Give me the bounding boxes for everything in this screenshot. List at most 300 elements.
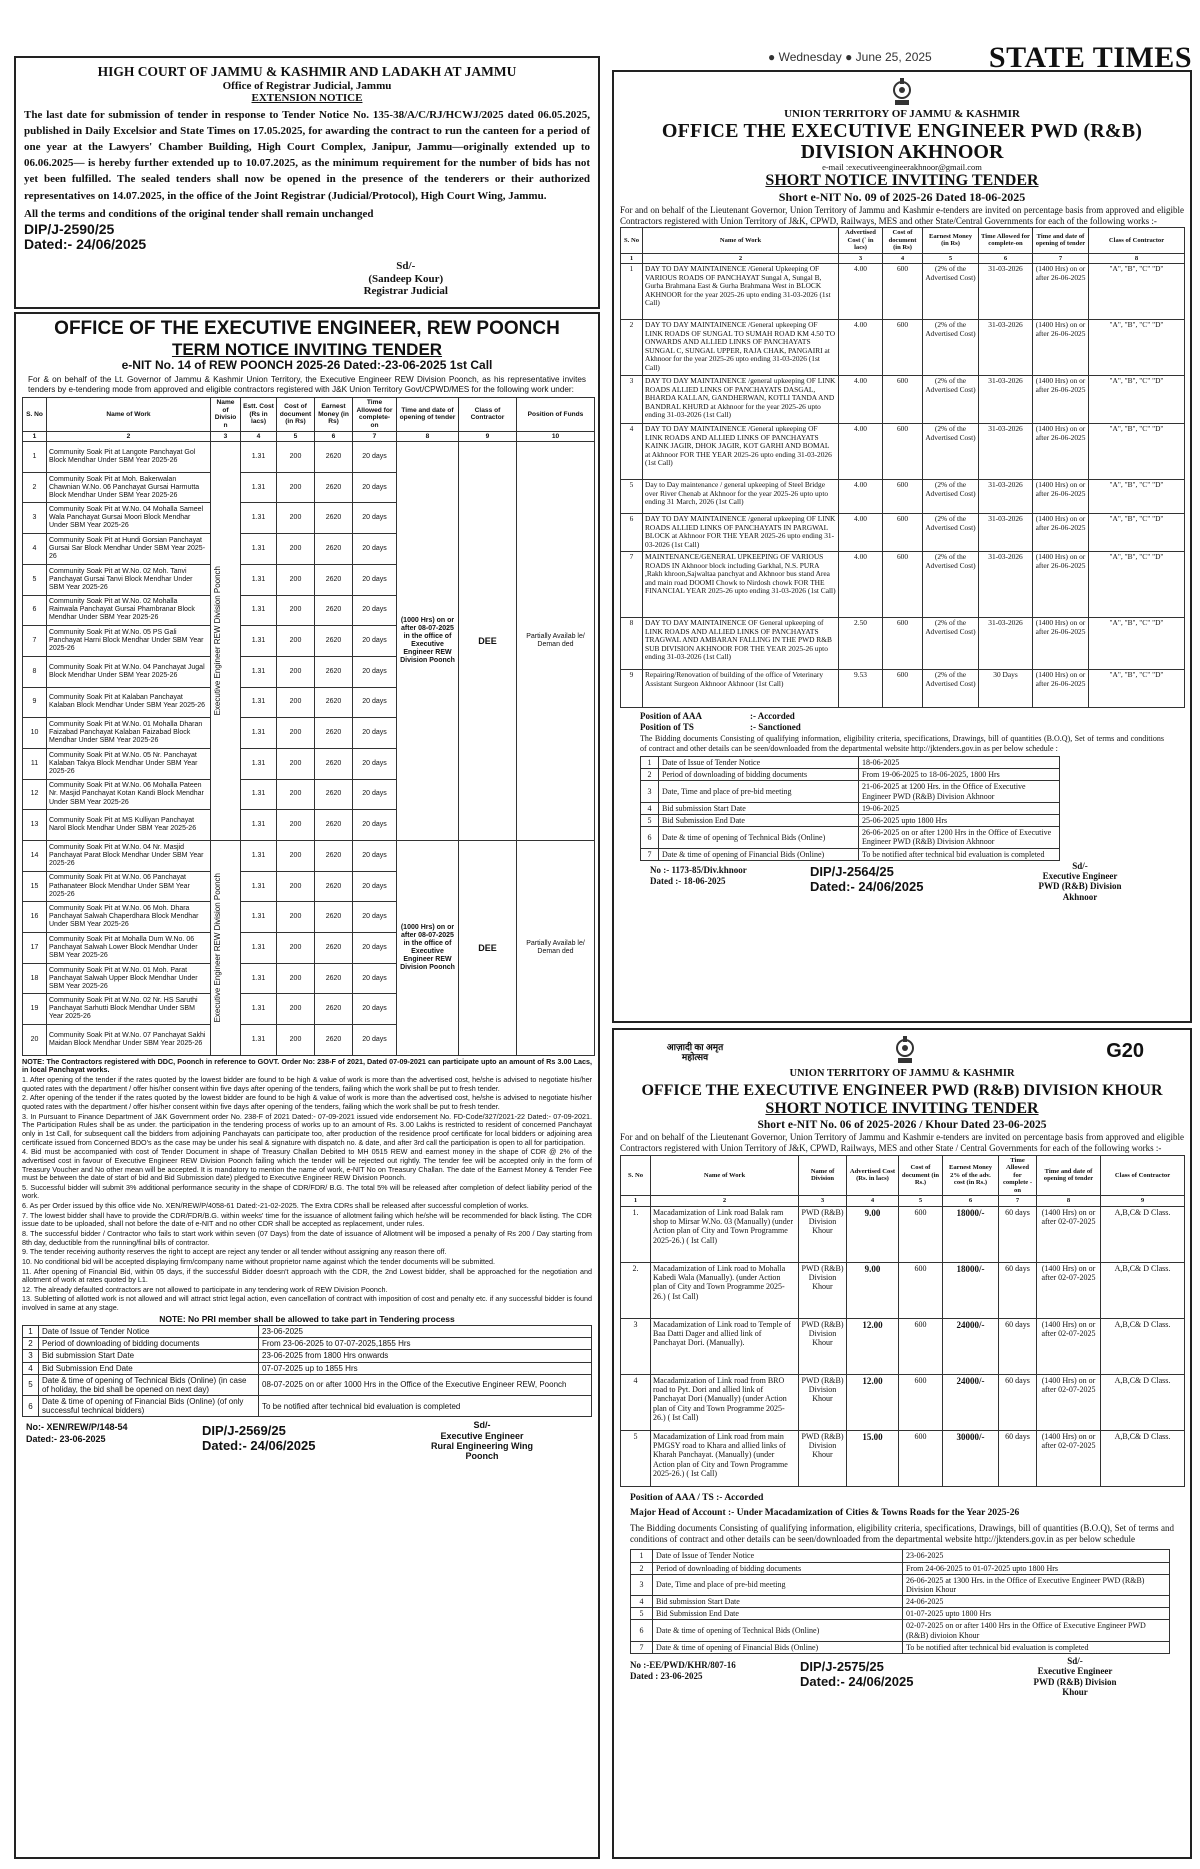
rew-work-name: Community Soak Pit at W.No. 02 Moh. Tanvi Panchayat Gursai Tanvi Block Mendhar Under SBM Year 2025-26	[47, 564, 211, 595]
khour-column-number: 2	[651, 1196, 799, 1207]
akhnoor-work-name: DAY TO DAY MAINTAINENCE OF General upkeeping of LINK ROADS AND ALLIED LINKS OF PANCHAYATS TRAGWAL AND AMBARAN FALLING IN THE PWD R&B SUB DIVISION AKHNOOR FOR THE YEAR 2025-26 upto ending 31-03-2026 (1st Call)	[643, 618, 839, 670]
rew-doc-cost: 200	[277, 810, 315, 841]
rew-time: 20 days	[353, 779, 397, 810]
khour-opening: (1400 Hrs) on or after 02-07-2025	[1037, 1430, 1101, 1486]
akhnoor-column-header: Cost of document (in Rs)	[883, 228, 923, 254]
khour-opening: (1400 Hrs) on or after 02-07-2025	[1037, 1374, 1101, 1430]
hc-body: The last date for submission of tender in response to Tender Notice No. 135-38/A/C/RJ/HCWJ/2025 dated 06.05.2025, published in Daily Excelsior and State Times on 17.05.2025, for awarding the contract to run the canteen for a period of one year at the Lawyers' Chamber Building, High Court Complex, Janipur, Jammu—originally extended up to 06.06.2025— is hereby further extended up to 10.07.2025, as the minimum requirement for the number of bids has not yet been fulfilled. The sealed tenders shall now be opened in the presence of the tenderers or their authorized representatives on 14.07.2025, in the office of the Joint Registrar (Judicial/Protocol), High Court Wing, Jammu.	[24, 108, 590, 202]
rew-schedule-table	[22, 1325, 592, 1418]
rew-time: 20 days	[353, 994, 397, 1025]
rew-earnest: 2620	[315, 841, 353, 872]
rew-opening: (1000 Hrs) on or after 08-07-2025 in the office of Executive Engineer REW Division Poonch	[397, 841, 459, 1056]
khour-time: 60 days	[999, 1318, 1037, 1374]
akhnoor-class: "A", "B", "C" "D"	[1089, 552, 1185, 618]
khour-schedule-no: 2	[631, 1562, 653, 1574]
akhnoor-nit: Short e-NIT No. 09 of 2025-26 Dated 18-06-2025	[778, 189, 1026, 204]
rew-sign1: Executive Engineer	[440, 1430, 524, 1441]
akhnoor-doc-cost: 600	[883, 670, 923, 708]
rew-note-title: NOTE:	[22, 1056, 45, 1066]
table-row	[23, 1362, 592, 1374]
rew-schedule-no: 5	[23, 1374, 39, 1395]
akhnoor-opening: (1400 Hrs) on or after 26-06-2025	[1033, 618, 1089, 670]
akhnoor-sign2: PWD (R&B) Division	[1038, 881, 1122, 892]
rew-column-number: 1	[23, 431, 47, 442]
khour-column-header: Advertised Cost (Rs. in lacs)	[847, 1155, 899, 1196]
rew-dip: DIP/J-2569/25	[202, 1423, 286, 1439]
rew-work-name: Community Soak Pit at W.No. 04 Panchayat Jugal Block Mendhar Under SBM Year 2025-26	[47, 656, 211, 687]
rew-earnest: 2620	[315, 1025, 353, 1056]
akhnoor-schedule-label: Bid submission Start Date	[659, 802, 859, 814]
rew-work-name: Community Soak Pit at W.No. 06 Moh. Dhara Panchayat Salwah Chaperdhara Block Mendhar Under SBM Year 2025-26	[47, 902, 211, 933]
rew-works-table	[22, 397, 595, 1056]
rew-note-item: 13. Subletting of allotted work is not allowed and will attract strict legal action, even cancellation of contract with imposition of cost and penalty etc. if any successful bidder is found involved in same at any stage.	[22, 1294, 592, 1313]
akhnoor-earnest: (2% of the Advertised Cost)	[923, 424, 979, 480]
akhnoor-cost: 4.00	[839, 424, 883, 480]
akhnoor-ts-label: Position of TS	[640, 721, 694, 732]
khour-schedule-no: 4	[631, 1596, 653, 1608]
rew-column-header: Name of Work	[47, 398, 211, 431]
akhnoor-opening: (1400 Hrs) on or after 26-06-2025	[1033, 376, 1089, 424]
rew-column-header: S. No	[23, 398, 47, 431]
rew-sno: 16	[23, 902, 47, 933]
table-row	[641, 827, 1060, 848]
table-row	[23, 442, 595, 473]
rew-schedule-label: Bid submission Start Date	[39, 1350, 259, 1362]
akhnoor-column-number: 4	[883, 253, 923, 264]
rew-note-item: 1. After opening of the tender if the rates quoted by the lowest bidder are found to be high & value of work is more than the advertised cost, he/she is advised to negotiate his/her quoted rates with the department / offer his/her consent within five days after opening of the tenders, failing which the work shall be put to fresh tender.	[22, 1075, 592, 1093]
akhnoor-time: 30 Days	[979, 670, 1033, 708]
pwd-khour-tender	[612, 1028, 1192, 1859]
rew-earnest: 2620	[315, 503, 353, 534]
hc-signature	[364, 260, 448, 298]
table-row	[621, 480, 1185, 514]
khour-column-number: 7	[999, 1196, 1037, 1207]
akhnoor-dip-dated: Dated:- 24/06/2025	[810, 878, 924, 894]
akhnoor-schedule-no: 3	[641, 781, 659, 802]
rew-earnest: 2620	[315, 687, 353, 718]
rew-cost: 1.31	[241, 564, 277, 595]
rew-funds: Partially Availab le/ Deman ded	[517, 442, 595, 841]
akhnoor-column-header: Earnest Money (in Rs)	[923, 228, 979, 254]
akhnoor-intro: For and on behalf of the Lieutenant Governor, Union Territory of Jammu and Kashmir e-tenders are invited on percentage basis from approved and eligible Contractors registered with Union Territory of J&K, CPWD, Railways, MES and other State/Central Governments for each of the following works :-	[620, 204, 1184, 226]
rew-column-number: 6	[315, 431, 353, 442]
high-court-extension-notice	[14, 56, 600, 309]
khour-schedule-label: Date & time of opening of Technical Bids (Online)	[653, 1620, 903, 1641]
rew-doc-cost: 200	[277, 994, 315, 1025]
table-row	[621, 1374, 1185, 1430]
rew-column-header: Position of Funds	[517, 398, 595, 431]
khour-sno: 4	[621, 1374, 651, 1430]
rew-cost: 1.31	[241, 656, 277, 687]
khour-class: A,B,C& D Class.	[1101, 1318, 1185, 1374]
masthead	[600, 41, 1192, 74]
akhnoor-schedule-no: 1	[641, 757, 659, 769]
khour-column-number: 9	[1101, 1196, 1185, 1207]
akhnoor-schedule-no: 7	[641, 848, 659, 860]
akhnoor-sno: 5	[621, 480, 643, 514]
rew-division-text: Executive Engineer REW Division Poonch	[213, 873, 222, 1023]
akhnoor-earnest: (2% of the Advertised Cost)	[923, 514, 979, 552]
rew-work-name: Community Soak Pit at Hundi Gorsian Panchayat Gursai Sar Block Mendhar Under SBM Year 2025-26	[47, 534, 211, 565]
akhnoor-schedule-no: 4	[641, 802, 659, 814]
rew-division-cell	[211, 841, 241, 1056]
hc-last-line: All the terms and conditions of the original tender shall remain unchanged	[24, 207, 374, 220]
rew-work-name: Community Soak Pit at W.No. 07 Panchayat Sakhi Maidan Block Mendhar Under SBM Year 2025-26	[47, 1025, 211, 1056]
rew-pri-note: NOTE: No PRI member shall be allowed to take part in Tendering process	[159, 1313, 455, 1324]
khour-doc-cost: 600	[899, 1318, 943, 1374]
rew-time: 20 days	[353, 718, 397, 749]
akhnoor-work-name: DAY TO DAY MAINTAINENCE /general upkeeping OF LINK ROADS ALLIED LINKS OF PANCHAYATS DASGAL, BHARDA KALLAN, GANDHERWAN, KOTLI TANDA AND BANDRAL KHURD at Akhnoor for the year 2025-26 upto ending 31-03-2026 (1st Call)	[643, 376, 839, 424]
khour-doc-cost: 600	[899, 1262, 943, 1318]
khour-sign1: Executive Engineer	[1037, 1666, 1113, 1677]
issue-date: ● Wednesday ● June 25, 2025	[768, 50, 932, 64]
khour-cost: 12.00	[847, 1374, 899, 1430]
azadi-logo: आज़ादी का अमृत महोत्सव	[666, 1042, 724, 1063]
rew-doc-cost: 200	[277, 595, 315, 626]
table-row	[641, 757, 1060, 769]
rew-column-number: 2	[47, 431, 211, 442]
akhnoor-doc-cost: 600	[883, 618, 923, 670]
rew-column-header: Cost of document (in Rs)	[277, 398, 315, 431]
akhnoor-time: 31-03-2026	[979, 264, 1033, 320]
akhnoor-aaa-label: Position of AAA	[640, 711, 703, 722]
rew-sno: 15	[23, 871, 47, 902]
rew-opening: (1000 Hrs) on or after 08-07-2025 in the office of Executive Engineer REW Division Poonch	[397, 442, 459, 841]
table-row	[23, 1338, 592, 1350]
khour-schedule-value: 01-07-2025 upto 1800 Hrs	[903, 1608, 1170, 1620]
table-row	[631, 1641, 1170, 1653]
rew-note-item: 4. Bid must be accompanied with cost of Tender Document in shape of Treasury Challan Debited to MH 0515 REW and earnest money in the shape of CDR @ 2% of the advertised cost in favour of Executive Engineer REW Division Poonch failing which the tender will be rejected out rightly. The tender fee will be accepted only in the form of Treasury Voucher and No other mean will be accepted. It is mandatory to mention the name of work, e-NIT No on Treasury Challan. The date of the Earnest Money & Tender Fee must be between the date of start of bid and Bid Submission date) pledged to Executive Engineer REW Division Poonch.	[22, 1147, 592, 1183]
rew-sno: 5	[23, 564, 47, 595]
rew-earnest: 2620	[315, 994, 353, 1025]
rew-column-number: 10	[517, 431, 595, 442]
akhnoor-class: "A", "B", "C" "D"	[1089, 670, 1185, 708]
rew-work-name: Community Soak Pit at W.No. 06 Mohalla Pateen Nr. Masjid Panchayat Kotan Kandi Block Mendhar Under SBM Year 2025-26	[47, 779, 211, 810]
khour-sign2: PWD (R&B) Division	[1033, 1676, 1117, 1687]
table-row	[621, 1206, 1185, 1262]
khour-column-number: 6	[943, 1196, 999, 1207]
akhnoor-earnest: (2% of the Advertised Cost)	[923, 480, 979, 514]
rew-schedule-label: Date of Issue of Tender Notice	[39, 1325, 259, 1337]
table-row	[23, 1350, 592, 1362]
rew-earnest: 2620	[315, 779, 353, 810]
khour-schedule-label: Date of Issue of Tender Notice	[653, 1550, 903, 1562]
khour-sno: 1.	[621, 1206, 651, 1262]
akhnoor-sno: 3	[621, 376, 643, 424]
rew-note-item: 7. The lowest bidder shall have to provide the CDR/FDR/B.G. within weeks' time for the issuance of allotment failing which he/she will be recommended for black listing. The CDR issue date to be uploaded, shall not before the date of e-NIT and no other CDR shall be accepted as replacement, under rules.	[22, 1210, 592, 1229]
akhnoor-schedule-no: 2	[641, 769, 659, 781]
rew-title: OFFICE OF THE EXECUTIVE ENGINEER, REW POONCH	[54, 318, 560, 339]
khour-schedule-label: Bid submission Start Date	[653, 1596, 903, 1608]
rew-time: 20 days	[353, 1025, 397, 1056]
hc-designation: Registrar Judicial	[363, 285, 448, 298]
rew-doc-cost: 200	[277, 748, 315, 779]
rew-sno: 3	[23, 503, 47, 534]
table-row	[631, 1562, 1170, 1574]
rew-work-name: Community Soak Pit at W.No. 02 Nr. HS Saruthi Panchayat Sarhutti Block Mendhar Under SBM Year 2025-26	[47, 994, 211, 1025]
khour-doc-cost: 600	[899, 1206, 943, 1262]
khour-column-number: 3	[799, 1196, 847, 1207]
table-row	[641, 781, 1060, 802]
rew-earnest: 2620	[315, 718, 353, 749]
rew-cost: 1.31	[241, 871, 277, 902]
rew-doc-cost: 200	[277, 656, 315, 687]
table-row	[621, 376, 1185, 424]
akhnoor-sno: 7	[621, 552, 643, 618]
rew-time: 20 days	[353, 748, 397, 779]
rew-cost: 1.31	[241, 1025, 277, 1056]
rew-cost: 1.31	[241, 779, 277, 810]
rew-time: 20 days	[353, 810, 397, 841]
akhnoor-opening: (1400 Hrs) on or after 26-06-2025	[1033, 514, 1089, 552]
khour-column-header: Name of Division	[799, 1155, 847, 1196]
akhnoor-column-number: 8	[1089, 253, 1185, 264]
rew-cost: 1.31	[241, 841, 277, 872]
khour-division: PWD (R&B) Division Khour	[799, 1206, 847, 1262]
rew-work-name: Community Soak Pit at Mohalla Dum W.No. 06 Panchayat Salwah Lower Block Mendhar Under SBM Year 2025-26	[47, 933, 211, 964]
khour-work-name: Macadamization of Link road to Temple of Baa Datti Dager and allied link of Panchayat Dori. (Manually).	[651, 1318, 799, 1374]
akhnoor-dip: DIP/J-2564/25	[810, 863, 894, 879]
rew-dated: Dated:- 23-06-2025	[26, 1434, 106, 1445]
rew-doc-cost: 200	[277, 779, 315, 810]
rew-column-number: 4	[241, 431, 277, 442]
rew-doc-cost: 200	[277, 564, 315, 595]
khour-division: PWD (R&B) Division Khour	[799, 1318, 847, 1374]
khour-nit: Short e-NIT No. 06 of 2025-2026 / Khour Dated 23-06-2025	[757, 1118, 1047, 1131]
rew-time: 20 days	[353, 963, 397, 994]
akhnoor-earnest: (2% of the Advertised Cost)	[923, 670, 979, 708]
rew-time: 20 days	[353, 933, 397, 964]
khour-schedule-value: To be notified after technical bid evaluation is completed	[903, 1641, 1170, 1653]
akhnoor-column-header: Time and date of opening of tender	[1033, 228, 1089, 254]
khour-sno: 3	[621, 1318, 651, 1374]
rew-time: 20 days	[353, 442, 397, 473]
g20-logo: G20	[1106, 1040, 1144, 1062]
rew-sno: 8	[23, 656, 47, 687]
akhnoor-time: 31-03-2026	[979, 320, 1033, 376]
rew-sno: 13	[23, 810, 47, 841]
khour-time: 60 days	[999, 1430, 1037, 1486]
akhnoor-schedule-no: 5	[641, 815, 659, 827]
akhnoor-schedule-value: 18-06-2025	[859, 757, 1060, 769]
rew-doc-cost: 200	[277, 1025, 315, 1056]
rew-schedule-no: 4	[23, 1362, 39, 1374]
akhnoor-opening: (1400 Hrs) on or after 26-06-2025	[1033, 552, 1089, 618]
akhnoor-schedule-label: Period of downloading of bidding documents	[659, 769, 859, 781]
akhnoor-doc-cost: 600	[883, 514, 923, 552]
rew-cost: 1.31	[241, 442, 277, 473]
akhnoor-sign3: Akhnoor	[1062, 891, 1098, 902]
rew-poonch-tender	[14, 312, 600, 1859]
khour-sno: 2.	[621, 1262, 651, 1318]
rew-earnest: 2620	[315, 442, 353, 473]
akhnoor-time: 31-03-2026	[979, 480, 1033, 514]
akhnoor-subtitle: SHORT NOTICE INVITING TENDER	[765, 172, 1039, 190]
akhnoor-doc-cost: 600	[883, 376, 923, 424]
akhnoor-schedule-value: 19-06-2025	[859, 802, 1060, 814]
akhnoor-column-header: S. No	[621, 228, 643, 254]
rew-sno: 2	[23, 472, 47, 503]
khour-time: 60 days	[999, 1206, 1037, 1262]
rew-work-name: Community Soak Pit at W.No. 01 Moh. Parat Panchayat Salwah Upper Block Mendhar Under SBM Year 2025-26	[47, 963, 211, 994]
khour-schedule-value: From 24-06-2025 to 01-07-2025 upto 1800 Hrs	[903, 1562, 1170, 1574]
table-row	[23, 1374, 592, 1395]
rew-time: 20 days	[353, 564, 397, 595]
rew-time: 20 days	[353, 472, 397, 503]
khour-schedule-no: 5	[631, 1608, 653, 1620]
newspaper-logo: STATE TIMES	[988, 41, 1192, 74]
rew-cost: 1.31	[241, 902, 277, 933]
rew-note-item: 9. The tender receiving authority reserves the right to accept are reject any tender or all tender without assigning any reason there off.	[22, 1247, 447, 1257]
rew-column-number: 8	[397, 431, 459, 442]
akhnoor-schedule-label: Date & time of opening of Technical Bids (Online)	[659, 827, 859, 848]
rew-column-number: 5	[277, 431, 315, 442]
rew-earnest: 2620	[315, 656, 353, 687]
rew-work-name: Community Soak Pit at W.No. 02 Mohalla Rainwala Panchayat Gursai Phambranar Block Mendhar Under SBM Year 2025-26	[47, 595, 211, 626]
khour-column-header: Name of Work	[651, 1155, 799, 1196]
rew-notes	[22, 1058, 592, 1324]
rew-cost: 1.31	[241, 472, 277, 503]
khour-column-number: 8	[1037, 1196, 1101, 1207]
khour-subtitle: SHORT NOTICE INVITING TENDER	[765, 1100, 1039, 1118]
khour-division: PWD (R&B) Division Khour	[799, 1262, 847, 1318]
rew-nit: e-NIT No. 14 of REW POONCH 2025-26 Dated:-23-06-2025 1st Call	[121, 358, 493, 373]
table-row	[631, 1620, 1170, 1641]
table-row	[641, 769, 1060, 781]
akhnoor-class: "A", "B", "C" "D"	[1089, 514, 1185, 552]
rew-cost: 1.31	[241, 994, 277, 1025]
akhnoor-sign1: Executive Engineer	[1042, 871, 1118, 882]
khour-column-number: 1	[621, 1196, 651, 1207]
rew-doc-cost: 200	[277, 902, 315, 933]
hc-notice-heading: EXTENSION NOTICE	[251, 92, 363, 105]
table-row	[621, 1318, 1185, 1374]
rew-earnest: 2620	[315, 902, 353, 933]
akhnoor-schedule-value: 21-06-2025 at 1200 Hrs. in the Office of Executive Engineer PWD (R&B) Division Akhnoor	[859, 781, 1060, 802]
rew-time: 20 days	[353, 656, 397, 687]
rew-column-number: 3	[211, 431, 241, 442]
akhnoor-column-number: 7	[1033, 253, 1089, 264]
rew-signature	[382, 1420, 582, 1461]
akhnoor-class: "A", "B", "C" "D"	[1089, 376, 1185, 424]
akhnoor-cost: 9.53	[839, 670, 883, 708]
akhnoor-time: 31-03-2026	[979, 514, 1033, 552]
akhnoor-class: "A", "B", "C" "D"	[1089, 480, 1185, 514]
akhnoor-bid-text: The Bidding documents Consisting of qualifying information, eligibility criteria, specifications, Drawings, bill of quantities (B.O.Q), Set of terms and conditions of contract and other details can be seen/downloaded from the departmental website http://jktenders.gov.in as per below schedule :	[640, 734, 1164, 754]
rew-note-item: 2. After opening of the tender if the rates quoted by the lowest bidder are found to be high & value of work is more than the advertised cost, he/she is advised to negotiate his/her quoted rates with the department / offer his/her consent within five days after opening of the tenders, failing which the work shall be put to fresh tender.	[22, 1093, 592, 1112]
akhnoor-schedule-label: Date, Time and place of pre-bid meeting	[659, 781, 859, 802]
rew-note-item: 10. No conditional bid will be accepted displaying firm/company name without proprietor name against which the tender documents will be submitted.	[22, 1256, 496, 1266]
rew-sno: 7	[23, 626, 47, 657]
khour-schedule-label: Date, Time and place of pre-bid meeting	[653, 1574, 903, 1595]
rew-schedule-value: From 23-06-2025 to 07-07-2025,1855 Hrs	[259, 1338, 592, 1350]
hc-dip-dated: Dated:- 24/06/2025	[24, 236, 147, 253]
khour-dated: Dated : 23-06-2025	[630, 1671, 703, 1681]
khour-doc-cost: 600	[899, 1430, 943, 1486]
akhnoor-title2: DIVISION AKHNOOR	[800, 140, 1004, 163]
akhnoor-signature	[990, 861, 1170, 902]
rew-cost: 1.31	[241, 748, 277, 779]
akhnoor-schedule-value: From 19-06-2025 to 18-06-2025, 1800 Hrs	[859, 769, 1060, 781]
akhnoor-column-header: Advertised Cost (` in lacs)	[839, 228, 883, 254]
akhnoor-sd: Sd/-	[1072, 860, 1088, 871]
khour-schedule-label: Date & time of opening of Financial Bids (Online)	[653, 1641, 903, 1653]
rew-doc-cost: 200	[277, 841, 315, 872]
akhnoor-schedule-label: Date of Issue of Tender Notice	[659, 757, 859, 769]
rew-doc-cost: 200	[277, 503, 315, 534]
rew-work-name: Community Soak Pit at Kalaban Panchayat Kalaban Block Mendhar Under SBM Year 2025-26	[47, 687, 211, 718]
rew-cost: 1.31	[241, 718, 277, 749]
khour-schedule-no: 7	[631, 1641, 653, 1653]
rew-sno: 19	[23, 994, 47, 1025]
rew-earnest: 2620	[315, 595, 353, 626]
khour-bid-text: The Bidding documents Consisting of qualifying information, eligibility criteria, specifications, Drawings, bill of quantities (B.O.Q), Set of terms and conditions of contract and other details can be seen/downloaded from the departmental website http://jktenders.gov.in as per below schedule	[630, 1522, 1174, 1545]
akhnoor-opening: (1400 Hrs) on or after 26-06-2025	[1033, 480, 1089, 514]
table-row	[23, 1325, 592, 1337]
akhnoor-earnest: (2% of the Advertised Cost)	[923, 552, 979, 618]
rew-column-header: Estt. Cost (Rs in lacs)	[241, 398, 277, 431]
khour-division: PWD (R&B) Division Khour	[799, 1374, 847, 1430]
khour-schedule-value: 24-06-2025	[903, 1596, 1170, 1608]
rew-schedule-label: Period of downloading of bidding documents	[39, 1338, 259, 1350]
pwd-akhnoor-tender	[612, 70, 1192, 1023]
akhnoor-sno: 2	[621, 320, 643, 376]
akhnoor-time: 31-03-2026	[979, 424, 1033, 480]
rew-note-item: 12. The already defaulted contractors are not allowed to participate in any tendering work of REW Division Poonch.	[22, 1284, 388, 1294]
akhnoor-schedule-value: 25-06-2025 upto 1800 Hrs	[859, 815, 1060, 827]
khour-schedule-label: Bid Submission End Date	[653, 1608, 903, 1620]
khour-cost: 9.00	[847, 1262, 899, 1318]
table-row	[621, 552, 1185, 618]
rew-schedule-value: 23-06-2025	[259, 1325, 592, 1337]
rew-work-name: Community Soak Pit at W.No. 04 Mohalla Sameel Wala Panchayat Gursai Moori Block Mendhar Under SBM Year 2025-26	[47, 503, 211, 534]
akhnoor-opening: (1400 Hrs) on or after 26-06-2025	[1033, 320, 1089, 376]
khour-no: No :-EE/PWD/KHR/807-16	[630, 1660, 736, 1670]
khour-cost: 12.00	[847, 1318, 899, 1374]
emblem-icon	[890, 1034, 920, 1066]
akhnoor-ut: UNION TERRITORY OF JAMMU & KASHMIR	[784, 108, 1020, 120]
akhnoor-doc-cost: 600	[883, 264, 923, 320]
rew-schedule-value: 23-06-2025 from 1800 Hrs onwards	[259, 1350, 592, 1362]
rew-time: 20 days	[353, 534, 397, 565]
akhnoor-doc-cost: 600	[883, 424, 923, 480]
rew-work-name: Community Soak Pit at W.No. 04 Nr. Masjid Panchayat Parat Block Mendhar Under SBM Year 2025-26	[47, 841, 211, 872]
akhnoor-cost: 2.50	[839, 618, 883, 670]
akhnoor-earnest: (2% of the Advertised Cost)	[923, 320, 979, 376]
rew-time: 20 days	[353, 871, 397, 902]
akhnoor-doc-cost: 600	[883, 552, 923, 618]
akhnoor-work-name: DAY TO DAY MAINTAINENCE /General upkeeping OF LINK ROADS OF SUNGAL TO SUMAH ROAD KM 4.50 TO ONWARDS AND ALLIED LINKS OF PANCHAYATS SUNGAL C, SUNGAL UPPER, RAJA CHAK, PANGAIRI at Akhnoor for the year 2025-26 upto ending 31-03-2026 (1st Call)	[643, 320, 839, 376]
rew-funds: Partially Availab le/ Deman ded	[517, 841, 595, 1056]
khour-work-name: Macadamization of Link road to Mohalla Kabedi Wala (Manually). (under Action plan of City and Town Programme 2025-26.) ( Ist Call)	[651, 1262, 799, 1318]
akhnoor-cost: 4.00	[839, 514, 883, 552]
khour-time: 60 days	[999, 1374, 1037, 1430]
rew-sign2: Rural Engineering Wing	[431, 1441, 533, 1452]
akhnoor-sno: 9	[621, 670, 643, 708]
khour-dip-dated: Dated:- 24/06/2025	[800, 1674, 914, 1689]
rew-doc-cost: 200	[277, 871, 315, 902]
akhnoor-cost: 4.00	[839, 552, 883, 618]
rew-column-header: Time and date of opening of tender	[397, 398, 459, 431]
khour-schedule-table	[630, 1549, 1170, 1654]
rew-sno: 10	[23, 718, 47, 749]
akhnoor-work-name: DAY TO DAY MAINTAINENCE /General Upkeeping OF VARIOUS ROADS OF PANCHAYAT Sungal A, Sungal B, Gurha Brahmana East & Gurha Brahmana West in BLOCK AKHNOOR for the year 2025-26 upto ending 31-03-2026 (1st Call)	[643, 264, 839, 320]
khour-earnest: 30000/-	[943, 1430, 999, 1486]
rew-work-name: Community Soak Pit at Moh. Bakerwalan Chawnian W.No. 06 Panchayat Gursai Harmutta Block Mendhar Under SBM Year 2025-26	[47, 472, 211, 503]
rew-earnest: 2620	[315, 933, 353, 964]
akhnoor-class: "A", "B", "C" "D"	[1089, 264, 1185, 320]
khour-schedule-no: 6	[631, 1620, 653, 1641]
